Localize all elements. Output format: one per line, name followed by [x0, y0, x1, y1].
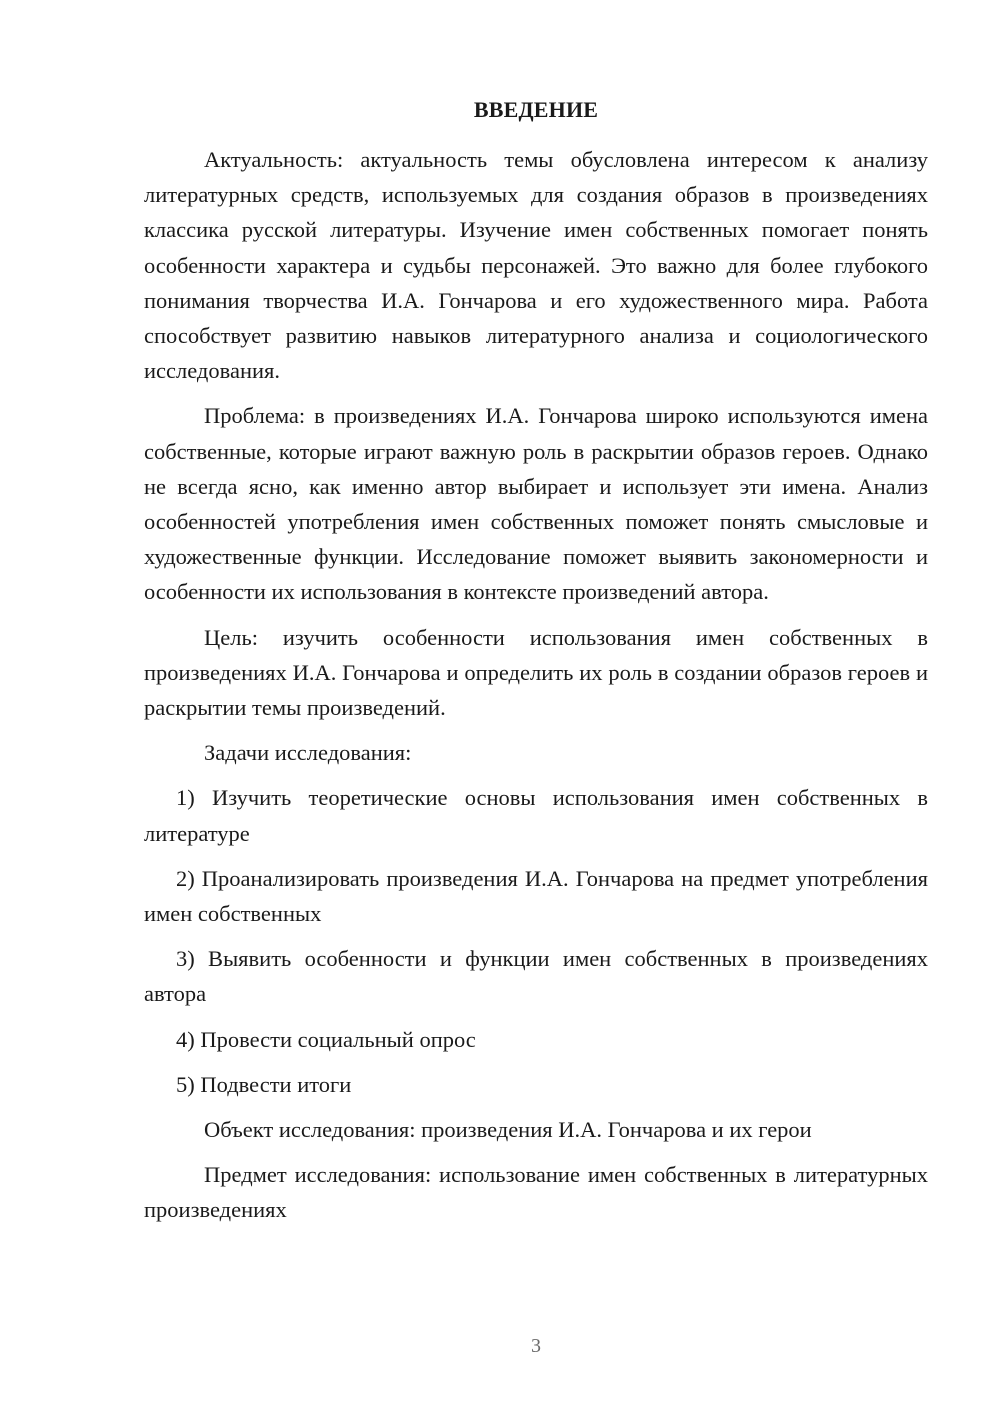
paragraph-object: Объект исследования: произведения И.А. Гончарова и их герои: [204, 1117, 812, 1143]
tasks-heading: Задачи исследования:: [204, 740, 412, 766]
list-item: 4) Провести социальный опрос: [176, 1026, 476, 1052]
paragraph-goal: Цель: изучить особенности использования имен собственных в произведениях И.А. Гончарова и определить их роль в создании образов героев и раскрытии темы произведений.: [144, 624, 928, 721]
list-item: 5) Подвести итоги: [176, 1071, 352, 1097]
paragraph-problem: Проблема: в произведениях И.А. Гончарова широко используются имена собственные, которые играют важную роль в раскрытии образов героев. Однако не всегда ясно, как именно автор выбирает и использует эти имена. Анализ особенностей употребления имен собственных поможет понять смысловые и художественные функции. Исследование поможет выявить закономерности и особенности их использования в контексте произведений автора.: [144, 403, 928, 605]
paragraph-relevance: Актуальность: актуальность темы обусловлена интересом к анализу литературных средств, используемых для создания образов в произведениях классика русской литературы. Изучение имен собственных помогает понять особенности характера и судьбы персонажей. Это важно для более глубокого понимания творчества И.А. Гончарова и его художественного мира. Работа способствует развитию навыков литературного анализа и социологического исследования.: [144, 147, 928, 384]
paragraph-subject: Предмет исследования: использование имен собственных в литературных произведениях: [144, 1162, 928, 1223]
list-item: 1) Изучить теоретические основы использования имен собственных в литературе: [144, 785, 928, 846]
list-item: 3) Выявить особенности и функции имен собственных в произведениях автора: [144, 946, 928, 1007]
document-body: [144, 142, 928, 1228]
page-title: ВВЕДЕНИЕ: [473, 97, 599, 122]
list-item: 2) Проанализировать произведения И.А. Гончарова на предмет употребления имен собственных: [144, 865, 928, 927]
tasks-list: [144, 780, 928, 1102]
page-number: 3: [531, 1335, 541, 1357]
